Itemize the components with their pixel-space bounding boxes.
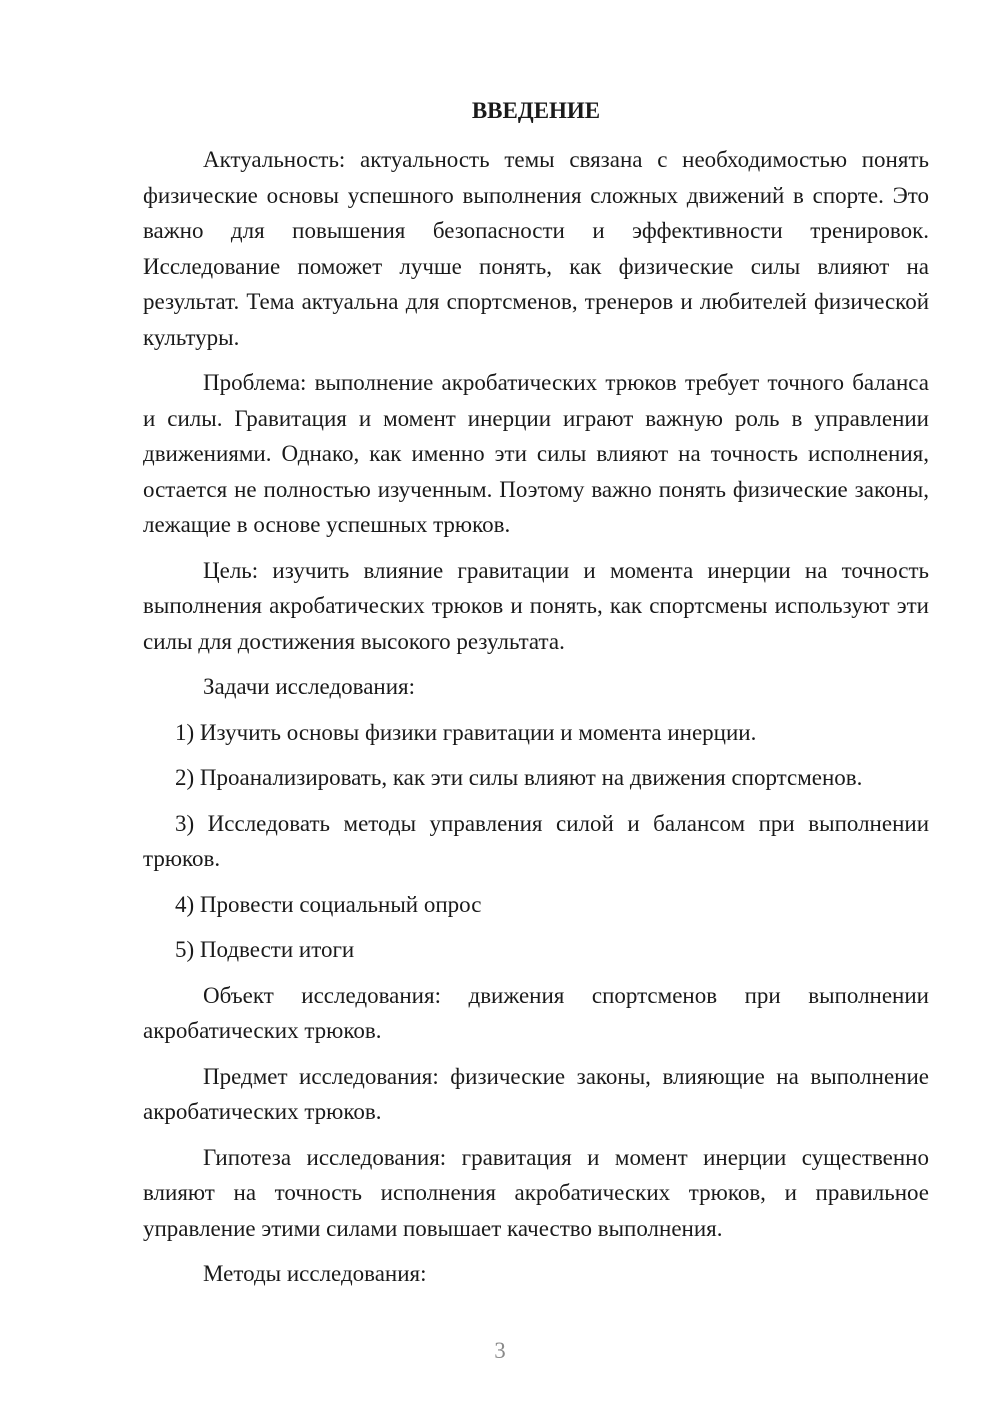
task-item-2: 2) Проанализировать, как эти силы влияют на движения спортсменов. <box>175 765 863 790</box>
methods-heading: Методы исследования: <box>203 1261 427 1286</box>
paragraph-hypothesis: Гипотеза исследования: гравитация и момент инерции существенно влияют на точность исполнения акробатических трюков, и правильное управление этими силами повышает качество выполнения. <box>143 1144 929 1241</box>
paragraph-problem: Проблема: выполнение акробатических трюков требует точного баланса и силы. Гравитация и момент инерции играют важную роль в управлении движениями. Однако, как именно эти силы влияют на точность исполнения, остается не полностью изученным. Поэтому важно понять физические законы, лежащие в основе успешных трюков. <box>143 370 929 537</box>
paragraph-goal: Цель: изучить влияние гравитации и момента инерции на точность выполнения акробатических трюков и понять, как спортсмены используют эти силы для достижения высокого результата. <box>143 557 929 654</box>
paragraph-subject: Предмет исследования: физические законы, влияющие на выполнение акробатических трюков. <box>143 1063 929 1124</box>
task-item-5: 5) Подвести итоги <box>175 937 355 962</box>
task-item-4: 4) Провести социальный опрос <box>175 891 482 917</box>
page-number: 3 <box>494 1338 506 1363</box>
task-item-3: 3) Исследовать методы управления силой и балансом при выполнении трюков. <box>143 810 929 871</box>
paragraph-relevance: Актуальность: актуальность темы связана с необходимостью понять физические основы успешного выполнения сложных движений в спорте. Это важно для повышения безопасности и эффективности тренировок. Исследование поможет лучше понять, как физические силы влияют на результат. Тема актуальна для спортсменов, тренеров и любителей физической культуры. <box>143 147 929 350</box>
page-title: ВВЕДЕНИЕ <box>471 98 601 123</box>
paragraph-object: Объект исследования: движения спортсменов при выполнении акробатических трюков. <box>143 982 929 1043</box>
document-body <box>143 142 929 1292</box>
task-item-1: 1) Изучить основы физики гравитации и момента инерции. <box>175 719 757 745</box>
tasks-heading: Задачи исследования: <box>203 674 416 699</box>
